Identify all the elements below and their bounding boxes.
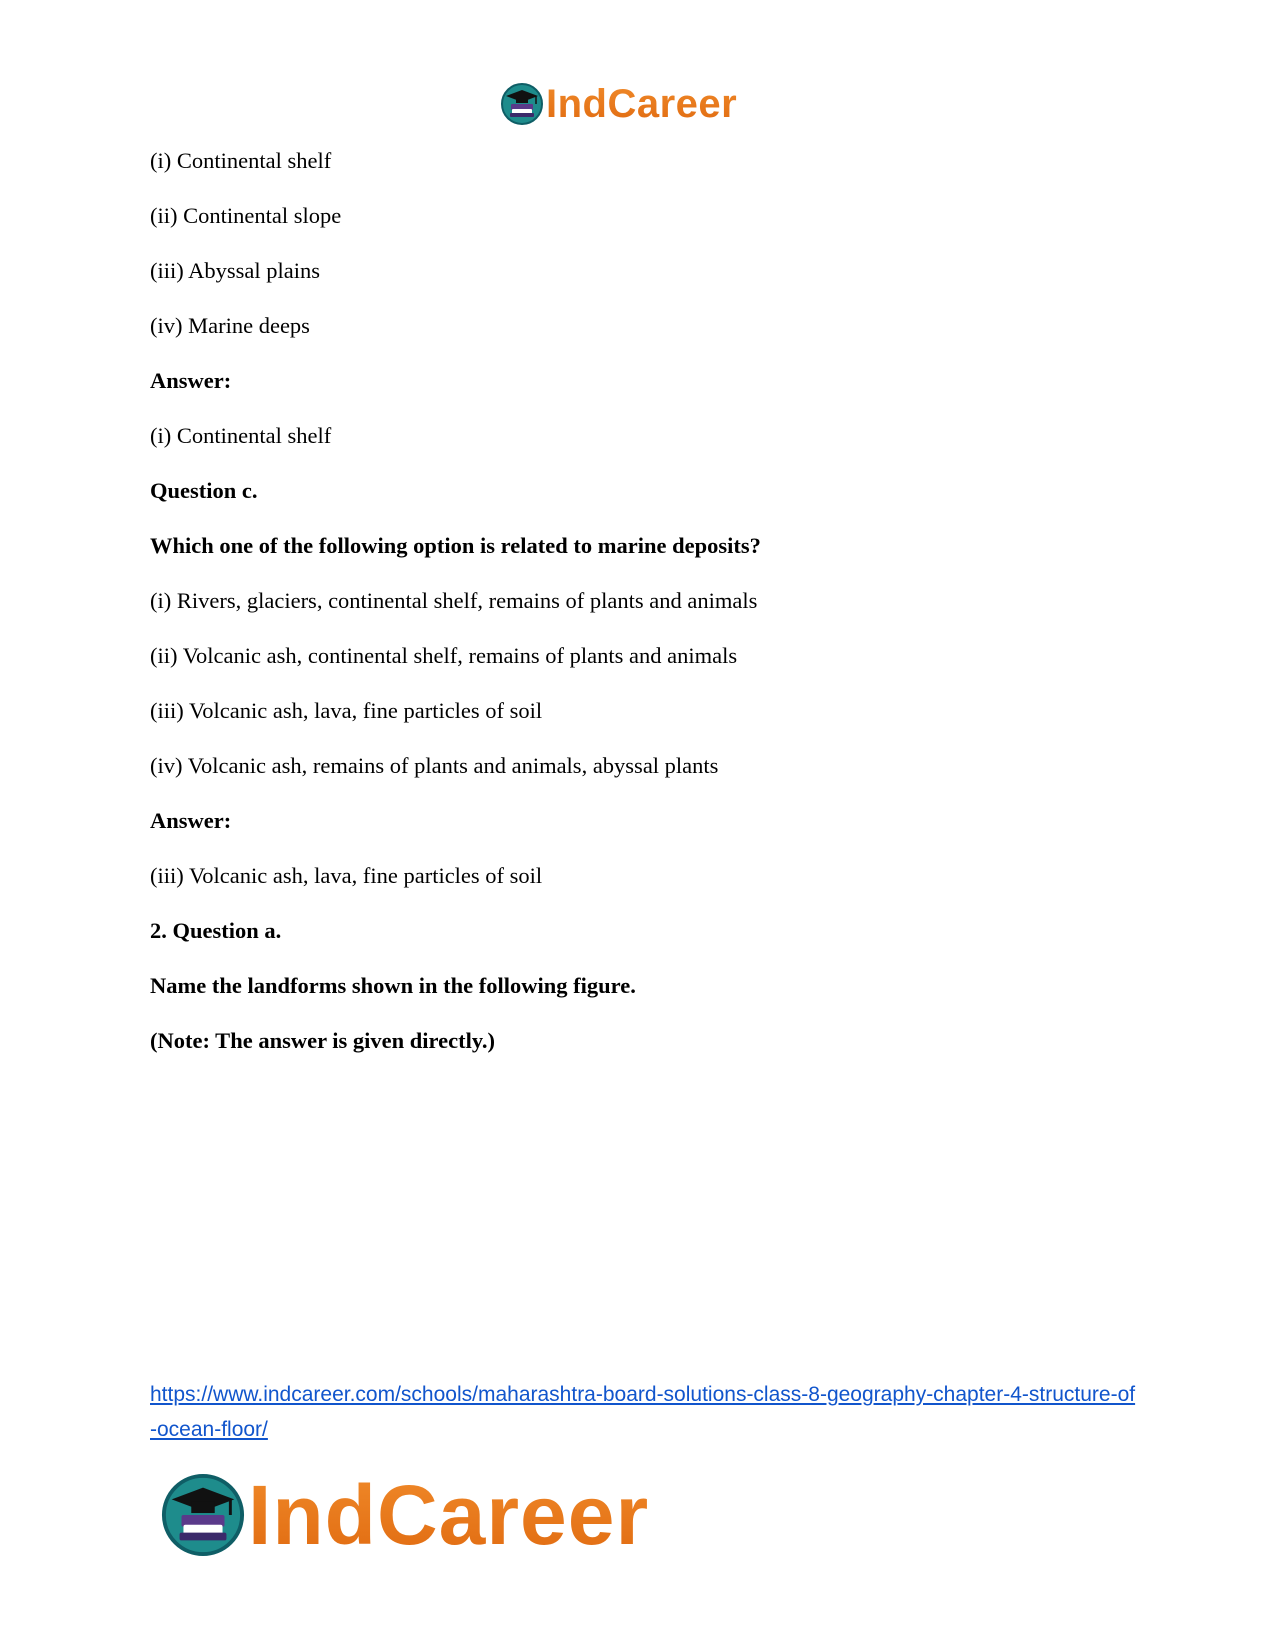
heading-line: 2. Question a. [150, 918, 282, 943]
heading-line: (Note: The answer is given directly.) [150, 1028, 495, 1053]
heading-line: Name the landforms shown in the following figure. [150, 973, 636, 998]
heading-line: Which one of the following option is related to marine deposits? [150, 533, 761, 558]
text-line: (iv) Marine deeps [150, 313, 310, 338]
graduation-book-icon [160, 1472, 246, 1558]
text-line: (iii) Volcanic ash, lava, fine particles of soil [150, 863, 543, 888]
brand-name: IndCareer [248, 1467, 650, 1562]
text-line: (i) Continental shelf [150, 148, 332, 173]
heading-line: Question c. [150, 478, 258, 503]
header-logo [500, 80, 737, 128]
text-line: (ii) Continental slope [150, 203, 342, 228]
text-line: (i) Continental shelf [150, 423, 332, 448]
brand-name: IndCareer [546, 81, 738, 126]
heading-line: Answer: [150, 368, 232, 393]
footer-logo [160, 1467, 650, 1562]
document-body [150, 146, 1150, 1081]
source-link[interactable]: https://www.indcareer.com/schools/maharashtra-board-solutions-class-8-geography-chapter-4-structure-of-ocean-floor/ [150, 1383, 1136, 1441]
graduation-book-icon [500, 82, 544, 126]
text-line: (iv) Volcanic ash, remains of plants and animals, abyssal plants [150, 753, 719, 778]
text-line: (iii) Abyssal plains [150, 258, 320, 283]
text-line: (iii) Volcanic ash, lava, fine particles of soil [150, 698, 543, 723]
text-line: (i) Rivers, glaciers, continental shelf, remains of plants and animals [150, 588, 758, 613]
text-line: (ii) Volcanic ash, continental shelf, remains of plants and animals [150, 643, 738, 668]
heading-line: Answer: [150, 808, 232, 833]
